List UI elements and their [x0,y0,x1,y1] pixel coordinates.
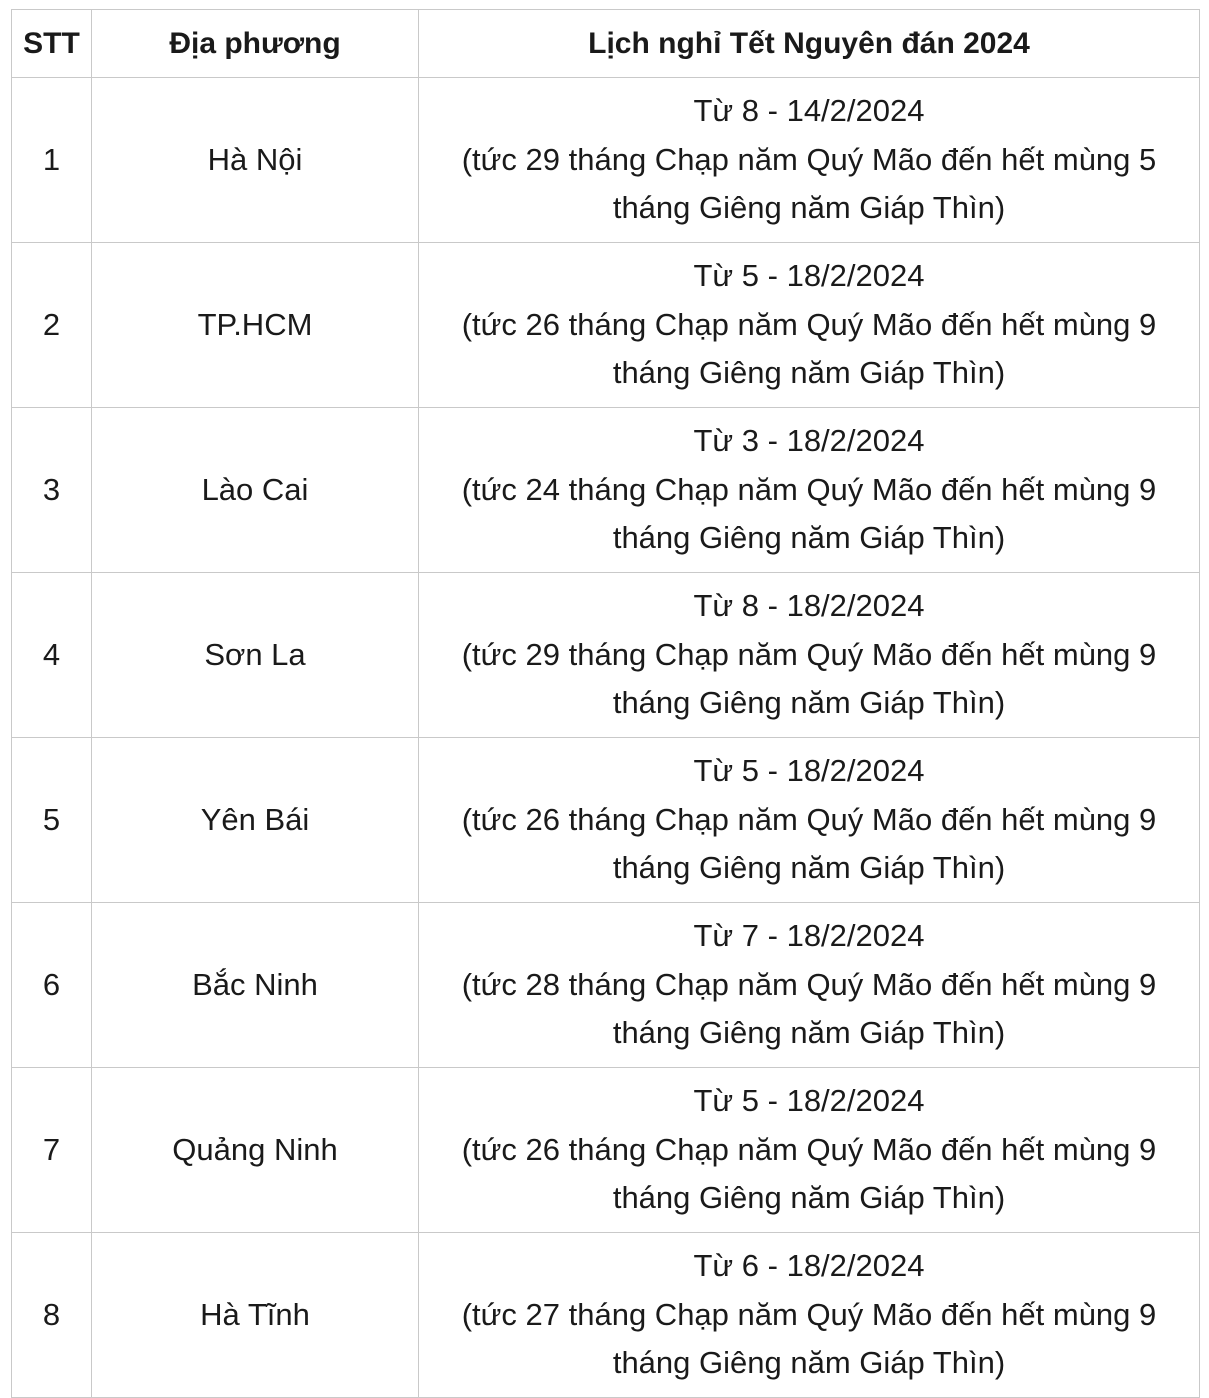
schedule-lunar-end: tháng Giêng năm Giáp Thìn) [612,850,1006,886]
schedule-lunar-start: (tức 26 tháng Chạp năm Quý Mão đến hết mùng 9 [461,1131,1157,1167]
table-row [12,243,1200,408]
schedule-lunar-end: tháng Giêng năm Giáp Thìn) [612,355,1006,391]
row-place: Bắc Ninh [92,903,419,1068]
row-place: TP.HCM [92,243,419,408]
schedule-dates: Từ 8 - 14/2/2024 [693,93,925,129]
row-schedule [419,738,1200,903]
header-stt: STT [12,10,92,78]
schedule-lunar-start: (tức 28 tháng Chạp năm Quý Mão đến hết mùng 9 [461,966,1157,1002]
schedule-lunar-end: tháng Giêng năm Giáp Thìn) [612,1180,1006,1216]
row-place: Quảng Ninh [92,1068,419,1233]
table-row [12,1068,1200,1233]
table-row [12,738,1200,903]
table-row [12,903,1200,1068]
schedule-lunar-end: tháng Giêng năm Giáp Thìn) [612,1015,1006,1051]
schedule-lunar-end: tháng Giêng năm Giáp Thìn) [612,190,1006,226]
table-row [12,408,1200,573]
row-stt: 3 [12,408,92,573]
schedule-dates: Từ 5 - 18/2/2024 [693,1083,925,1119]
schedule-dates: Từ 7 - 18/2/2024 [693,918,925,954]
schedule-lunar-end: tháng Giêng năm Giáp Thìn) [612,520,1006,556]
schedule-lunar-start: (tức 26 tháng Chạp năm Quý Mão đến hết mùng 9 [461,801,1157,837]
schedule-lunar-start: (tức 29 tháng Chạp năm Quý Mão đến hết mùng 5 [461,141,1157,177]
row-stt: 1 [12,78,92,243]
row-schedule [419,408,1200,573]
table-row [12,573,1200,738]
header-schedule: Lịch nghỉ Tết Nguyên đán 2024 [419,10,1200,78]
schedule-lunar-start: (tức 24 tháng Chạp năm Quý Mão đến hết mùng 9 [461,471,1157,507]
schedule-dates: Từ 5 - 18/2/2024 [693,258,925,294]
schedule-lunar-end: tháng Giêng năm Giáp Thìn) [612,1345,1006,1381]
table-header-row [12,10,1200,78]
row-stt: 8 [12,1233,92,1398]
row-stt: 6 [12,903,92,1068]
row-stt: 2 [12,243,92,408]
tet-holiday-table [11,9,1200,1398]
row-stt: 7 [12,1068,92,1233]
row-place: Yên Bái [92,738,419,903]
schedule-dates: Từ 6 - 18/2/2024 [693,1248,925,1284]
schedule-dates: Từ 3 - 18/2/2024 [693,423,925,459]
schedule-dates: Từ 5 - 18/2/2024 [693,753,925,789]
row-schedule [419,1233,1200,1398]
table-row [12,1233,1200,1398]
row-schedule [419,903,1200,1068]
row-schedule [419,573,1200,738]
schedule-lunar-start: (tức 26 tháng Chạp năm Quý Mão đến hết mùng 9 [461,306,1157,342]
row-schedule [419,243,1200,408]
row-schedule [419,78,1200,243]
schedule-lunar-start: (tức 29 tháng Chạp năm Quý Mão đến hết mùng 9 [461,636,1157,672]
table-row [12,78,1200,243]
row-place: Hà Tĩnh [92,1233,419,1398]
row-place: Sơn La [92,573,419,738]
row-place: Lào Cai [92,408,419,573]
row-schedule [419,1068,1200,1233]
row-stt: 5 [12,738,92,903]
schedule-lunar-start: (tức 27 tháng Chạp năm Quý Mão đến hết mùng 9 [461,1296,1157,1332]
schedule-lunar-end: tháng Giêng năm Giáp Thìn) [612,685,1006,721]
header-place: Địa phương [92,10,419,78]
row-place: Hà Nội [92,78,419,243]
row-stt: 4 [12,573,92,738]
schedule-dates: Từ 8 - 18/2/2024 [693,588,925,624]
